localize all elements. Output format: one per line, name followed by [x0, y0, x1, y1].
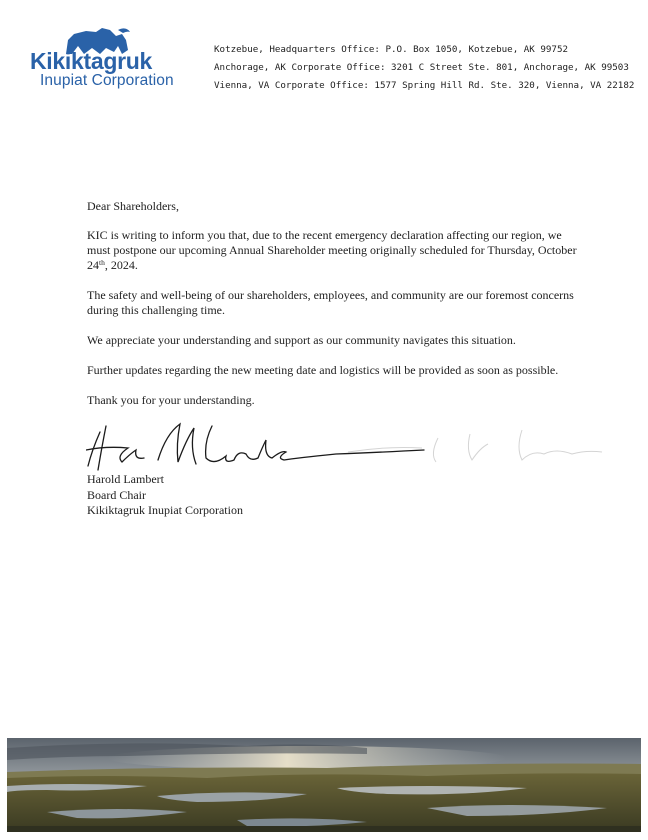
office-addresses [214, 41, 634, 95]
handwritten-signature [86, 420, 626, 478]
address-kotzebue: Kotzebue, Headquarters Office: P.O. Box 1050, Kotzebue, AK 99752 [214, 44, 569, 55]
signer-title: Board Chair [87, 487, 146, 502]
paragraph-postponement-text: KIC is writing to inform you that, due to the recent emergency declaration affecting our region, we must postpone our upcoming Annual Shareholder meeting originally scheduled for Thursday, October 24 [87, 228, 577, 272]
logo-subtitle: Inupiat Corporation [40, 72, 174, 89]
paragraph-postponement [87, 228, 587, 273]
closing-line: Thank you for your understanding. [87, 393, 255, 407]
landscape-photo-footer [7, 738, 641, 832]
date-ordinal-suffix: th [99, 258, 105, 267]
salutation: Dear Shareholders, [87, 199, 179, 213]
address-anchorage: Anchorage, AK Corporate Office: 3201 C Street Ste. 801, Anchorage, AK 99503 [214, 62, 629, 73]
logo-wordmark: Kikiktagruk [30, 48, 152, 74]
signer-organization: Kikiktagruk Inupiat Corporation [87, 503, 243, 517]
paragraph-safety: The safety and well-being of our shareholders, employees, and community are our foremost concerns during this challenging time. [87, 288, 574, 317]
paragraph-appreciation: We appreciate your understanding and support as our community navigates this situation. [87, 333, 516, 347]
letter-body [87, 199, 587, 408]
signer-name: Harold Lambert [87, 472, 164, 486]
signer-block [87, 472, 243, 519]
address-vienna: Vienna, VA Corporate Office: 1577 Spring Hill Rd. Ste. 320, Vienna, VA 22182 [214, 80, 635, 91]
paragraph-updates: Further updates regarding the new meeting date and logistics will be provided as soon as possible. [87, 363, 559, 377]
paragraph-postponement-end: , 2024. [104, 258, 138, 272]
company-logo [30, 26, 202, 92]
